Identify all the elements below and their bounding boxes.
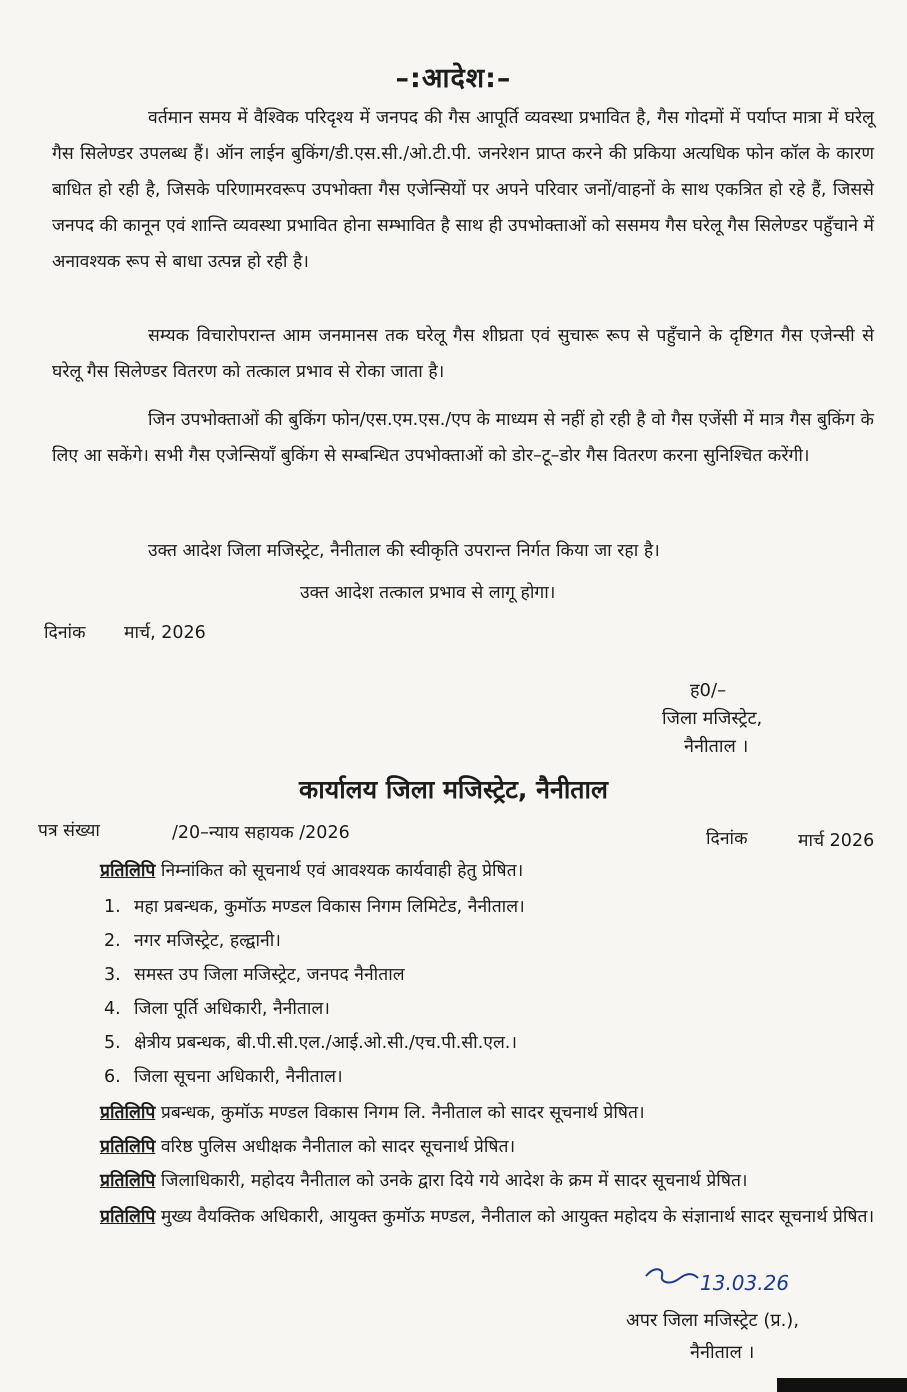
final-sign-place: नैनीताल । (690, 1342, 755, 1363)
office-date-label: दिनांक (706, 829, 748, 849)
order-heading: –:आदेश:– (395, 63, 512, 94)
copy-extra-line (100, 1100, 880, 1124)
copy-extra-line (100, 1134, 880, 1158)
copy-list-number: 6. (104, 1067, 121, 1087)
order-approval-line: उक्त आदेश जिला मजिस्ट्रेट, नैनीताल की स्वीकृति उपरान्त निर्गत किया जा रहा है। (148, 541, 660, 561)
signature-date: 13.03.26 (700, 1271, 790, 1295)
copy-extra-line (100, 1200, 880, 1234)
copy-list-number: 5. (104, 1033, 121, 1053)
copy-list-item (104, 1064, 343, 1088)
office-date-value: मार्च 2026 (798, 831, 875, 851)
copy-extra-text: जिलाधिकारी, महोदय नैनीताल को उनके द्वारा दिये गये आदेश के क्रम में सादर सूचनार्थ प्रेषित। (160, 1171, 748, 1191)
copy-list-number: 3. (104, 965, 121, 985)
scan-edge (777, 1378, 907, 1392)
copy-list-text: क्षेत्रीय प्रबन्धक, बी.पी.सी.एल./आई.ओ.सी./एच.पी.सी.एल.। (134, 1033, 518, 1053)
copy-list-item (104, 962, 405, 986)
copy-list-item (104, 928, 281, 952)
order-date-value: मार्च, 2026 (124, 623, 206, 643)
order-date-label: दिनांक (44, 623, 86, 643)
sign-designation: जिला मजिस्ट्रेट, (662, 708, 763, 729)
copy-list-item (104, 1030, 517, 1054)
copy-intro (100, 858, 523, 882)
copy-extra-label: प्रतिलिपि (100, 1207, 156, 1227)
copy-list-item (104, 996, 330, 1020)
copy-extra-label: प्रतिलिपि (100, 1171, 156, 1191)
office-title: कार्यालय जिला मजिस्ट्रेट, नैनीताल (299, 775, 608, 804)
copy-list-text: नगर मजिस्ट्रेट, हल्द्वानी। (134, 931, 281, 951)
order-paragraph-1: वर्तमान समय में वैश्विक परिदृश्य में जनपद की गैस आपूर्ति व्यवस्था प्रभावित है, गैस गोदमों में पर्याप्त मात्रा में घरेलू गैस सिलेण्डर उपलब्ध हैं। ऑन लाईन बुकिंग/डी.एस.सी./ओ.टी.पी. जनरेशन प्राप्त करने की प्रकिया अत्यधिक फोन कॉल के कारण बाधित हो रही है, जिसके परिणामरवरूप उपभोक्ता गैस एजेन्सियों पर अपने परिवार जनों/वाहनों के साथ एकत्रित हो रहे हैं, जिससे जनपद की कानून एवं शान्ति व्यवस्था प्रभावित होना सम्भावित है साथ ही उपभोक्ताओं को ससमय गैस घरेलू गैस सिलेण्डर पहुँचाने में अनावश्यक रूप से बाधा उत्पन्न हो रही है। (52, 108, 874, 272)
copy-list-number: 1. (104, 897, 121, 917)
final-sign-title: अपर जिला मजिस्ट्रेट (प्र.), (626, 1310, 800, 1331)
copy-list-item (104, 894, 525, 918)
copy-list-text: जिला सूचना अधिकारी, नैनीताल। (134, 1067, 343, 1087)
order-paragraph-3: जिन उपभोक्ताओं की बुकिंग फोन/एस.एम.एस./एप के माध्यम से नहीं हो रही है वो गैस एजेंसी में मात्र गैस बुकिंग के लिए आ सकेंगे। सभी गैस एजेन्सियॉं बुकिंग से सम्बन्धित उपभोक्ताओं को डोर–टू–डोर गैस वितरण करना सुनिश्चित करेंगी। (52, 410, 874, 466)
sign-initials: ह0/– (690, 680, 727, 701)
order-effect-line: उक्त आदेश तत्काल प्रभाव से लागू होगा। (300, 583, 556, 603)
letter-number: /20–न्याय सहायक /2026 (172, 823, 350, 843)
copy-list-text: महा प्रबन्धक, कुमॉऊ मण्डल विकास निगम लिमिटेड, नैनीताल। (134, 897, 525, 917)
handwritten-signature (640, 1256, 810, 1302)
copy-extra-text: वरिष्ठ पुलिस अधीक्षक नैनीताल को सादर सूचनार्थ प्रेषित। (160, 1137, 516, 1157)
copy-extra-label: प्रतिलिपि (100, 1103, 156, 1123)
order-paragraph-2: सम्यक विचारोपरान्त आम जनमानस तक घरेलू गैस शीघ्रता एवं सुचारू रूप से पहुँचाने के दृष्टिगत गैस एजेन्सी से घरेलू गैस सिलेण्डर वितरण को तत्काल प्रभाव से रोका जाता है। (52, 326, 874, 382)
copy-extra-text: प्रबन्धक, कुमॉऊ मण्डल विकास निगम लि. नैनीताल को सादर सूचनार्थ प्रेषित। (160, 1103, 645, 1123)
copy-extra-line (100, 1168, 880, 1192)
copy-extra-label: प्रतिलिपि (100, 1137, 156, 1157)
copy-intro-label: प्रतिलिपि (100, 861, 156, 881)
copy-list-text: जिला पूर्ति अधिकारी, नैनीताल। (134, 999, 330, 1019)
letter-number-label: पत्र संख्या (38, 821, 100, 841)
copy-list-number: 4. (104, 999, 121, 1019)
copy-intro-text: निम्नांकित को सूचनार्थ एवं आवश्यक कार्यवाही हेतु प्रेषित। (160, 861, 524, 881)
sign-place: नैनीताल । (684, 736, 749, 757)
copy-list-text: समस्त उप जिला मजिस्ट्रेट, जनपद नैनीताल (134, 965, 405, 985)
copy-extra-text: मुख्य वैयक्तिक अधिकारी, आयुक्त कुमॉऊ मण्डल, नैनीताल को आयुक्त महोदय के संज्ञानार्थ सादर सूचनार्थ प्रेषित। (160, 1207, 875, 1227)
copy-list-number: 2. (104, 931, 121, 951)
